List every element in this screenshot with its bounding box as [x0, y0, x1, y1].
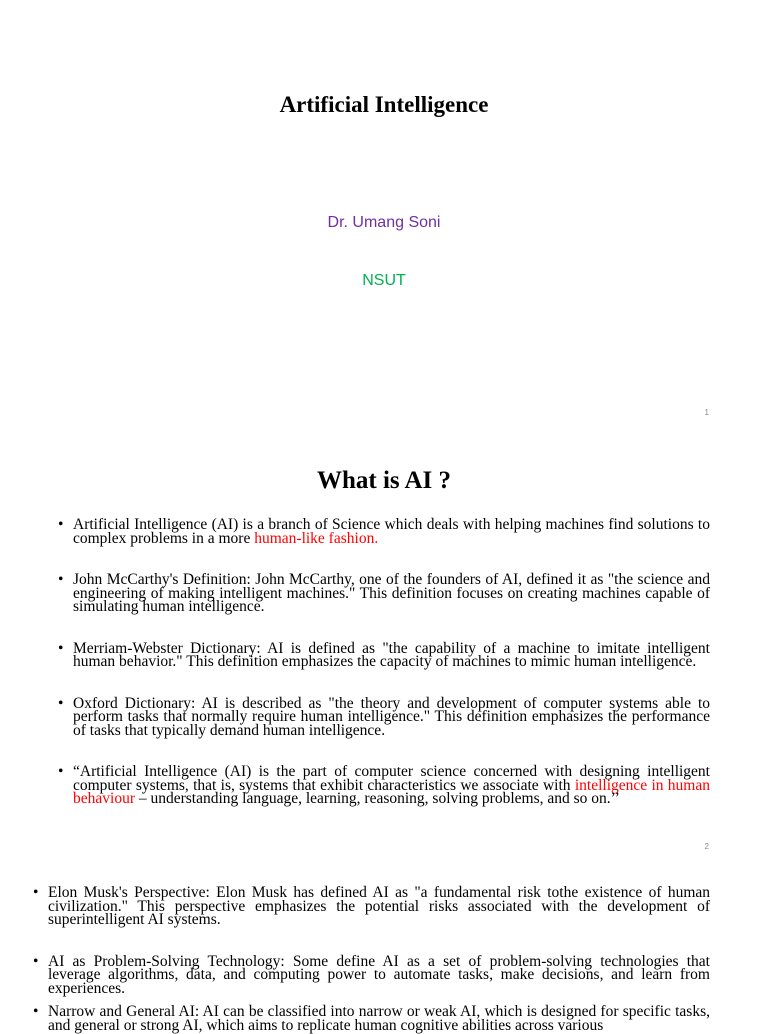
author-name: Dr. Umang Soni: [327, 214, 441, 231]
list-item: [33, 1003, 710, 1034]
institution-name: NSUT: [362, 272, 406, 289]
bullet-text-end: – understanding language, learning, reasoning, solving problems, and so on.’’: [134, 790, 620, 807]
bullet-icon: •: [58, 639, 64, 657]
list-item: [58, 639, 710, 670]
bullet-text: John McCarthy's Definition: John McCarthy, one of the founders of AI, defined it as "the science and engineering of making intelligent machines." This definition focuses on creating machines capable of simulating human intelligence.: [73, 571, 710, 615]
bullet-icon: •: [33, 884, 39, 901]
bullet-text: “Artificial Intelligence (AI) is the part of computer science concerned with designing intelligent computer systems, that is, systems that exhibit characteristics we associate with: [73, 763, 710, 794]
bullet-icon: •: [58, 571, 64, 588]
bullet-icon: •: [33, 1003, 39, 1020]
highlighted-text: human-like fashion.: [254, 529, 379, 547]
bullet-text: Narrow and General AI: AI can be classified into narrow or weak AI, which is designed for specific tasks, and general or strong AI, which aims to replicate human cognitive abilities across various: [48, 1003, 710, 1034]
slide-3: [0, 864, 768, 1034]
bullet-text: Merriam-Webster Dictionary: AI is defined as "the capability of a machine to imitate intelligent human behavior." This definition emphasizes the capacity of machines to mimic human intelligence.: [73, 639, 710, 670]
bullet-icon: •: [58, 694, 64, 712]
bullet-list: [33, 884, 710, 1034]
slide-title: Artificial Intelligence: [279, 92, 489, 117]
slide-title: What is AI ?: [316, 467, 452, 494]
slide-1: [0, 0, 768, 432]
bullet-text: Artificial Intelligence (AI) is a branch of Science which deals with helping machines find solutions to complex problems in a more: [73, 516, 710, 547]
list-item: [33, 884, 710, 928]
list-item: [33, 952, 710, 997]
page-number: 1: [704, 408, 709, 417]
bullet-icon: •: [58, 763, 64, 780]
bullet-text: AI as Problem-Solving Technology: Some define AI as a set of problem-solving technologies that leverage algorithms, data, and computing power to automate tasks, make decisions, and learn from experiences.: [48, 952, 710, 997]
bullet-icon: •: [58, 516, 64, 533]
bullet-list: [58, 516, 710, 807]
list-item: [58, 694, 710, 739]
page-number: 2: [704, 842, 709, 851]
bullet-icon: •: [33, 952, 39, 970]
list-item: [58, 516, 710, 547]
bullet-text: Oxford Dictionary: AI is described as "the theory and development of computer systems able to perform tasks that normally require human intelligence." This definition emphasizes the performance of tasks that typically demand human intelligence.: [73, 694, 710, 739]
list-item: [58, 571, 710, 615]
highlighted-text: intelligence in human behaviour: [73, 776, 710, 807]
bullet-text: Elon Musk's Perspective: Elon Musk has defined AI as "a fundamental risk tothe existence of human civilization." This perspective emphasizes the potential risks associated with the development of superintelligent AI systems.: [48, 884, 710, 928]
list-item: [58, 763, 710, 807]
slide-2: [0, 432, 768, 864]
